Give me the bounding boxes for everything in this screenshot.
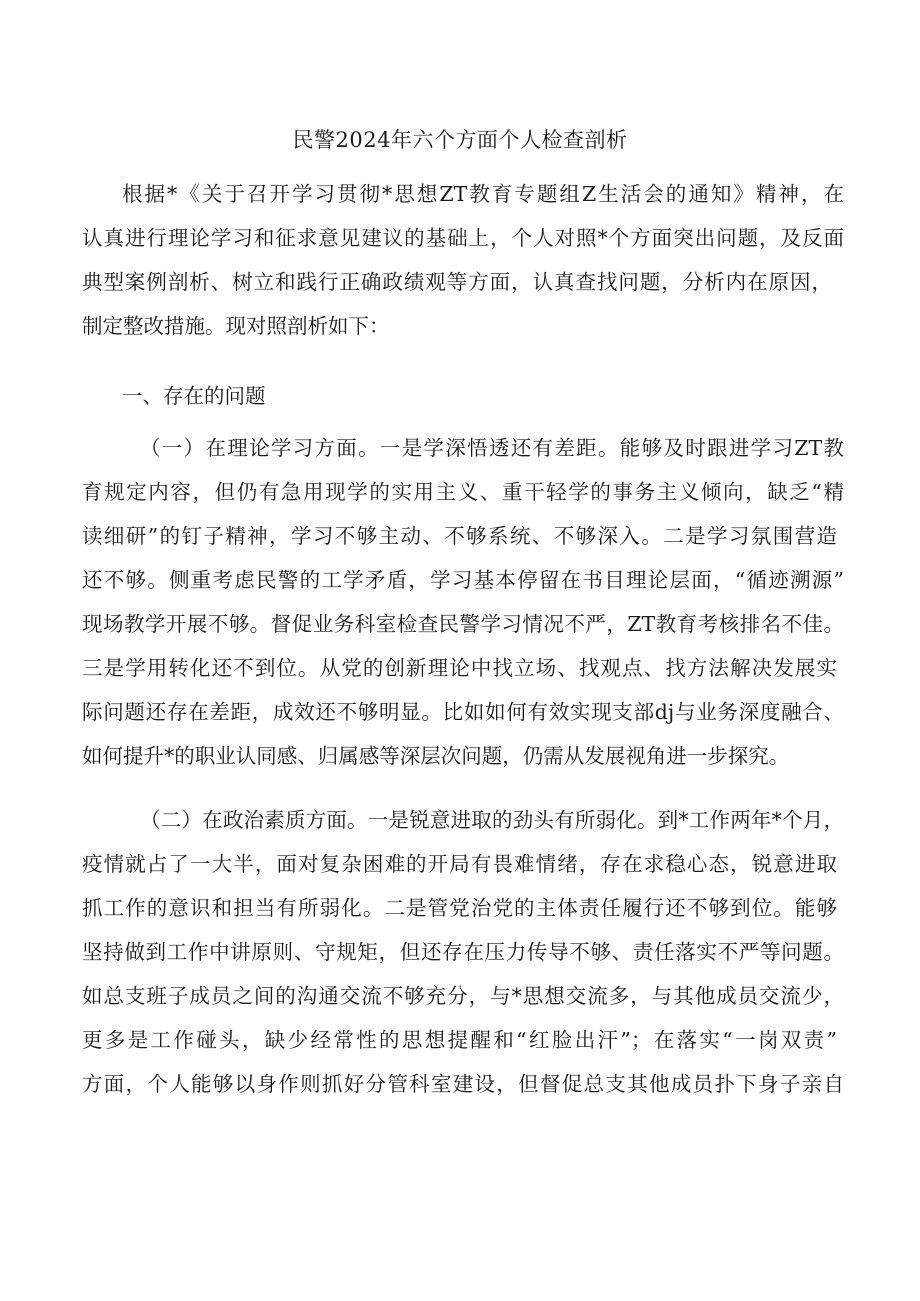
paragraph-line: 方面，个人能够以身作则抓好分管科室建设，但督促总支其他成员扑下身子亲自 bbox=[82, 1072, 844, 1096]
paragraph-line: 现场教学开展不够。督促业务科室检查民警学习情况不严，ZT教育考核排名不佳。 bbox=[82, 612, 844, 636]
paragraph-line: （二）在政治素质方面。一是锐意进取的劲头有所弱化。到*工作两年*个月， bbox=[140, 808, 844, 832]
paragraph-line: 抓工作的意识和担当有所弱化。二是管党治党的主体责任履行还不够到位。能够 bbox=[82, 896, 837, 920]
paragraph-line: （一）在理论学习方面。一是学深悟透还有差距。能够及时跟进学习ZT教 bbox=[140, 436, 844, 460]
paragraph-line: 疫情就占了一大半，面对复杂困难的开局有畏难情绪，存在求稳心态，锐意进取 bbox=[82, 852, 837, 876]
paragraph-line: 还不够。侧重考虑民警的工学矛盾，学习基本停留在书目理论层面，“循迹溯源” bbox=[82, 568, 844, 592]
paragraph-line: 根据*《关于召开学习贯彻*思想ZT教育专题组Z生活会的通知》精神，在 bbox=[122, 182, 844, 206]
paragraph-political-quality bbox=[82, 800, 844, 1120]
paragraph-line: 坚持做到工作中讲原则、守规矩，但还存在压力传导不够、责任落实不严等问题。 bbox=[82, 940, 844, 964]
paragraph-theory-study bbox=[82, 428, 844, 788]
paragraph-line: 制定整改措施。现对照剖析如下： bbox=[82, 314, 390, 338]
paragraph-line: 如何提升*的职业认同感、归属感等深层次问题，仍需从发展视角进一步探究。 bbox=[82, 744, 790, 768]
paragraph-intro bbox=[82, 174, 844, 344]
paragraph-line: 如总支班子成员之间的沟通交流不够充分，与*思想交流多，与其他成员交流少， bbox=[82, 984, 844, 1008]
document-title: 民警2024年六个方面个人检查剖析 bbox=[292, 128, 628, 152]
paragraph-line: 更多是工作碰头，缺少经常性的思想提醒和“红脸出汗”；在落实“一岗双责” bbox=[82, 1028, 837, 1052]
section-heading: 一、存在的问题 bbox=[122, 384, 266, 408]
paragraph-line: 读细研”的钉子精神，学习不够主动、不够系统、不够深入。二是学习氛围营造 bbox=[82, 524, 837, 548]
paragraph-line: 际问题还存在差距，成效还不够明显。比如如何有效实现支部dj与业务深度融合、 bbox=[82, 700, 844, 724]
paragraph-line: 三是学用转化还不到位。从党的创新理论中找立场、找观点、找方法解决发展实 bbox=[82, 656, 837, 680]
paragraph-line: 典型案例剖析、树立和践行正确政绩观等方面，认真查找问题，分析内在原因， bbox=[82, 270, 832, 294]
paragraph-line: 育规定内容，但仍有急用现学的实用主义、重干轻学的事务主义倾向，缺乏“精 bbox=[82, 480, 844, 504]
paragraph-line: 认真进行理论学习和征求意见建议的基础上，个人对照*个方面突出问题，及反面 bbox=[82, 226, 844, 250]
